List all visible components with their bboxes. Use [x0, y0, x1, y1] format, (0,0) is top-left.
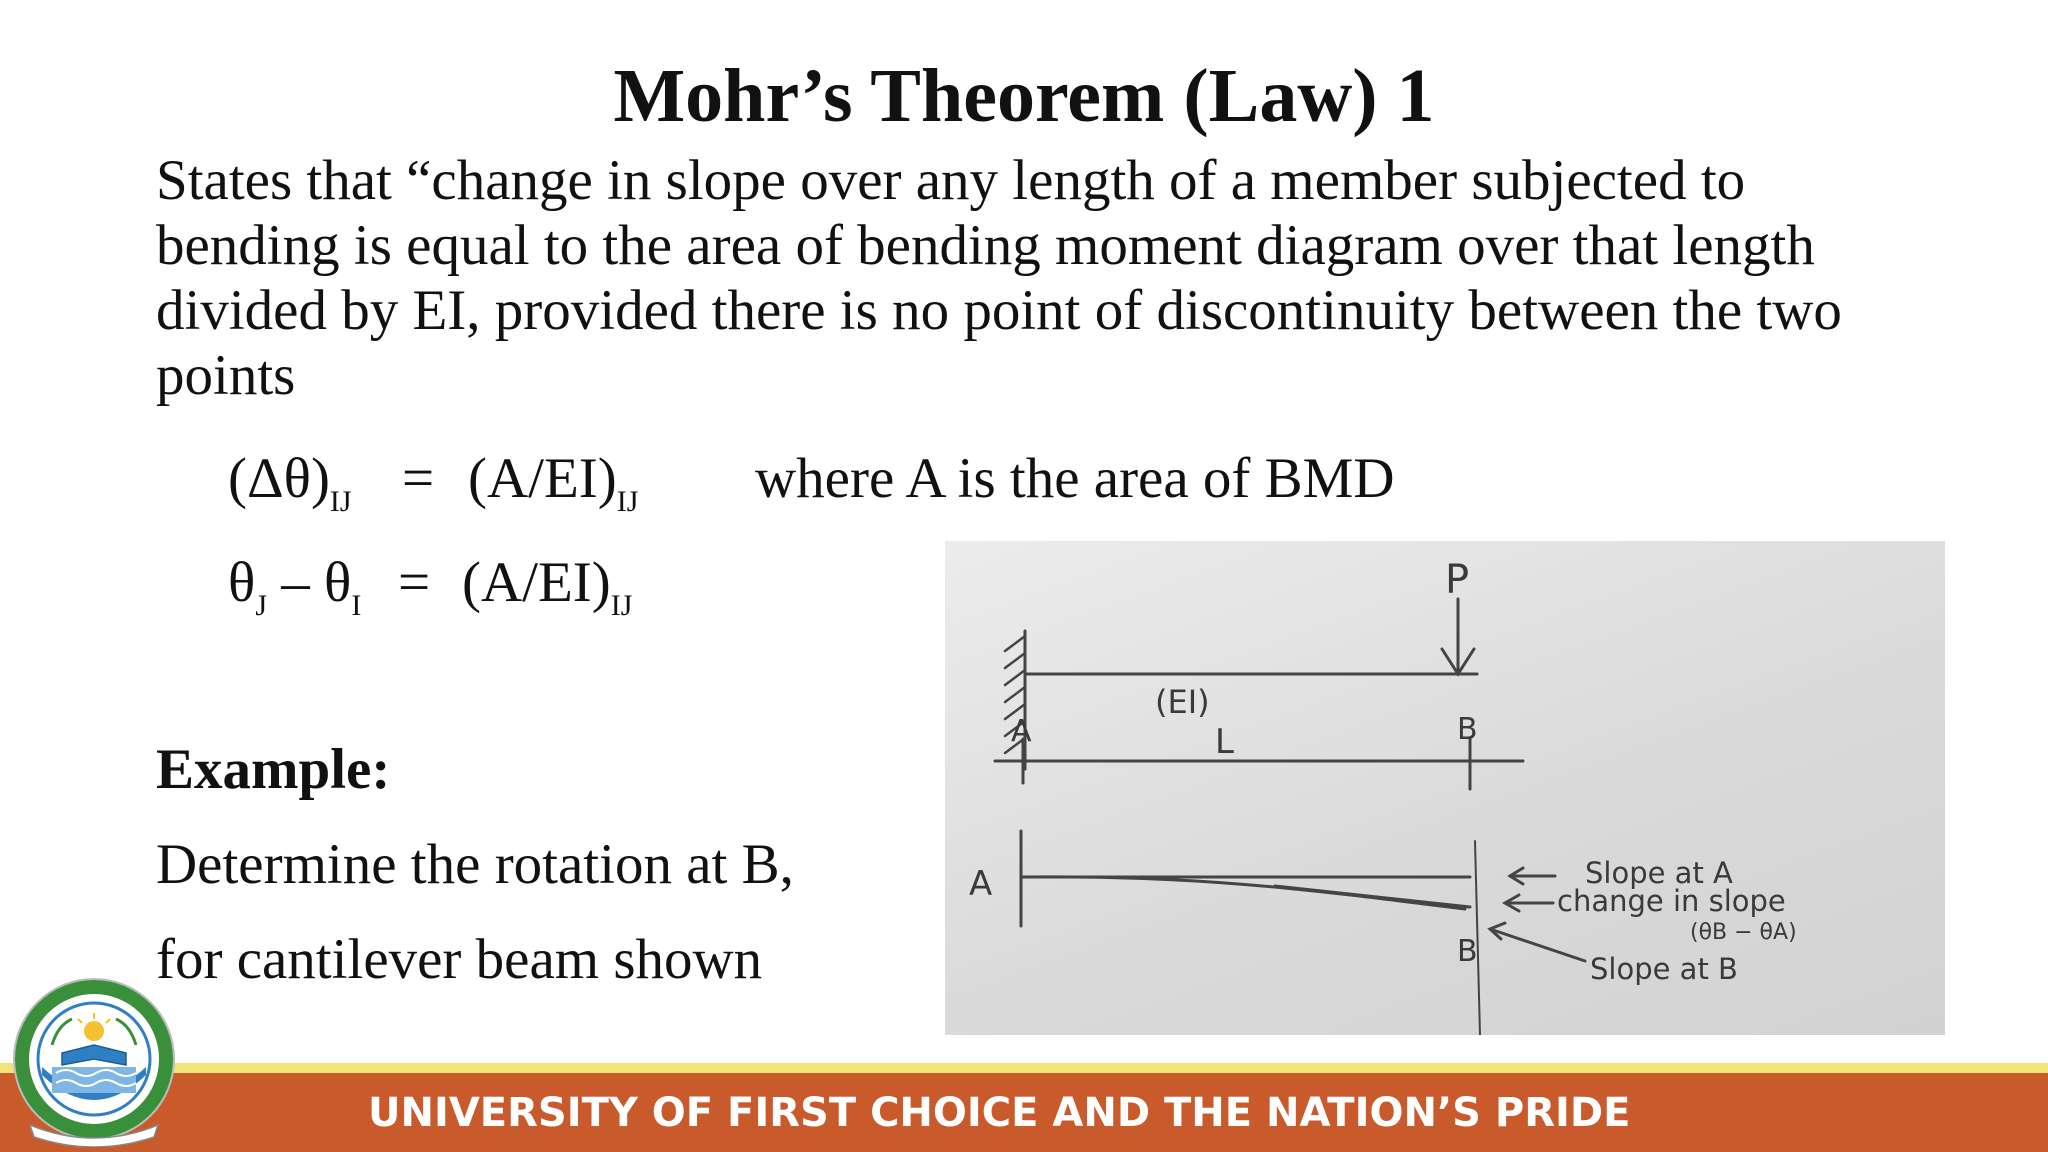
theorem-definition: States that “change in slope over any length of a member subjected to bending is equal to the area of bending moment diagram over that length divided by EI, provided there is no point of discontinuity between the two points [156, 149, 1842, 407]
equation-1-left-main: (Δθ) [228, 447, 330, 510]
equation-1-right-main: (A/EI) [468, 447, 617, 510]
end-label: B [1457, 712, 1478, 747]
equation-2-right-subscript: IJ [610, 589, 633, 622]
equation-2-right-main: (A/EI) [462, 551, 611, 614]
slope-b-pointer [1490, 929, 1585, 961]
example-text-line-1: Determine the rotation at B, [156, 833, 794, 896]
note-slope-at-b: Slope at B [1590, 952, 1738, 986]
equation-2-equals: = [398, 551, 431, 614]
note-slope-at-a: Slope at A [1585, 856, 1733, 890]
equation-1-left [228, 444, 352, 518]
equation-2-right [462, 548, 633, 622]
example-heading: Example: [156, 738, 391, 801]
stiffness-label: (EI) [1155, 683, 1210, 721]
deflected-shape-curve [1021, 877, 1465, 909]
slope-at-b-tangent [1275, 886, 1470, 907]
beam-sketch-drawing [945, 541, 1945, 1035]
equation-1-left-subscript: IJ [329, 485, 352, 518]
lower-left-label: A [969, 864, 993, 904]
length-label: L [1215, 722, 1234, 762]
beam-sketch-photo [945, 541, 1945, 1035]
equation-1-equals: = [402, 447, 435, 510]
example-text-line-2: for cantilever beam shown [156, 928, 763, 991]
equation-2-sub-i: I [351, 589, 362, 622]
note-change-in-slope: change in slope [1557, 884, 1786, 918]
equation-2-theta-j: θ [228, 551, 256, 614]
footer-slogan: UNIVERSITY OF FIRST CHOICE AND THE NATION’S PRIDE [368, 1090, 1631, 1136]
footer-accent-stripe [0, 1063, 2048, 1073]
university-crest-icon [8, 975, 180, 1147]
support-label: A [1011, 714, 1032, 749]
equation-2-left [228, 548, 362, 622]
load-label: P [1445, 557, 1470, 603]
equation-1-note: where A is the area of BMD [755, 447, 1395, 510]
equation-2-theta-i: θ [324, 551, 352, 614]
equation-2-minus: – [267, 551, 324, 614]
slide-title: Mohr’s Theorem (Law) 1 [613, 54, 1435, 138]
lower-right-label: B [1457, 934, 1478, 969]
note-change-expression: (θB − θA) [1690, 920, 1797, 945]
equation-1-right [468, 444, 639, 518]
university-logo [8, 975, 180, 1147]
equation-1-right-subscript: IJ [616, 485, 639, 518]
equation-2-sub-j: J [255, 589, 267, 622]
